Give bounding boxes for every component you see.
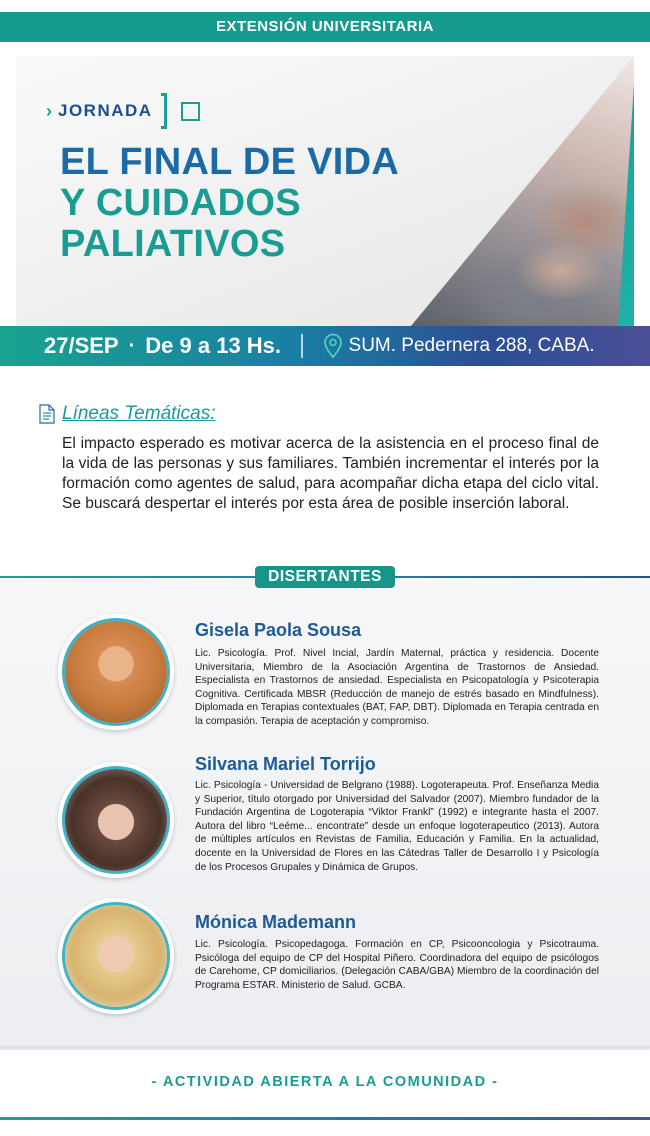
- speaker-photo: [65, 621, 167, 723]
- speakers-section: [0, 578, 650, 1050]
- bottom-divider: [0, 1117, 650, 1120]
- event-date: 27/SEP: [44, 333, 119, 358]
- event-info-bar: [0, 326, 650, 366]
- title-line-3: PALIATIVOS: [60, 223, 286, 265]
- topics-description: El impacto esperado es motivar acerca de la asistencia en el proceso final de la vida de las personas y sus familiares. También incrementar el interés por la formación como agentes de salud, para acompañar dicha etapa del ciclo vital. Se buscará despertar el interés por esta área de posible inserción laboral.: [62, 435, 599, 512]
- speaker-name: Silvana Mariel Torrijo: [195, 754, 376, 774]
- speaker-bio: Lic. Psicología - Universidad de Belgrano (1988). Logoterapeuta. Prof. Enseñanza Media y Superior, título otorgado por Universidad del Salvador (2007). Miembro fundador de la Fundación Argentina de Logoterapia “Viktor Frankl” (1992) e integrante hasta el 2007. Autora del libro “Leéme... encontrate” desde un enfoque logoterapeutico (2013). Autora de múltiples artículos en Revistas de Familia, Educación y Familia. En la actualidad, docente en la Universidad de Flores en las Cátedras Taller de Desarrollo I y Psicología de los Procesos Grupales y Dinámica de Grupos.: [195, 780, 599, 873]
- speaker-bio: Lic. Psicología. Prof. Nivel Incial, Jardín Maternal, práctica y residencia. Docente Universitaria, Miembro de la Asociación Argentina de Trastornos de Ansiedad. Especialista en Trastornos de ansiedad. Especialista en Psicopatología y Psicoterapia Cognitiva. Certificada MBSR (Reducción de manejo de estrés basado en Mindfulness). Diplomada en Terapias contextuales (BAT, FAP, DBT). Diplomada en Terapia centrada en la compasión. Terapia de aceptación y compromiso.: [195, 648, 599, 727]
- speaker-name: Gisela Paola Sousa: [195, 620, 362, 640]
- event-title: [60, 142, 440, 265]
- speaker-name: Mónica Mademann: [195, 912, 357, 932]
- speaker-bio: Lic. Psicología. Psicopedagoga. Formación en CP, Psicooncologia y Psicotrauma. Psicóloga del equipo de CP del Hospital Piñero. Coordinadora del equipo de psicólogos de Carehome, CP domiciliarios. (Delegación CABA/GBA) Miembro de la coordinación del Programa ESTAR. Ministerio de Salud. GCBA.: [195, 939, 599, 991]
- bracket-icon: [161, 93, 167, 129]
- location-pin-icon: [323, 333, 343, 359]
- avatar: [58, 614, 174, 730]
- hero-photo: [411, 56, 634, 326]
- jornada-kicker: [46, 92, 200, 130]
- speakers-title-badge: DISERTANTES: [255, 566, 395, 588]
- top-banner-label: EXTENSIÓN UNIVERSITARIA: [216, 18, 434, 35]
- top-banner: [0, 12, 650, 42]
- jornada-label: JORNADA: [58, 101, 153, 120]
- chevron-right-icon: ›: [46, 100, 52, 121]
- speaker-photo: [65, 769, 167, 871]
- avatar: [58, 762, 174, 878]
- title-line-1: EL FINAL DE VIDA: [60, 141, 400, 183]
- speaker-photo: [65, 905, 167, 1007]
- event-location: SUM. Pedernera 288, CABA.: [348, 335, 595, 356]
- topics-heading: Líneas Temáticas:: [62, 403, 216, 424]
- section-shadow: [0, 1046, 650, 1050]
- avatar: [58, 898, 174, 1014]
- divider: [301, 334, 303, 358]
- document-icon: [38, 404, 56, 424]
- date-separator: ·: [128, 334, 136, 357]
- square-icon: [181, 102, 200, 121]
- topics-heading-row: [38, 403, 216, 425]
- title-line-2: Y CUIDADOS: [60, 182, 301, 224]
- event-hours: De 9 a 13 Hs.: [145, 333, 282, 358]
- footer-tagline: - ACTIVIDAD ABIERTA A LA COMUNIDAD -: [151, 1074, 499, 1090]
